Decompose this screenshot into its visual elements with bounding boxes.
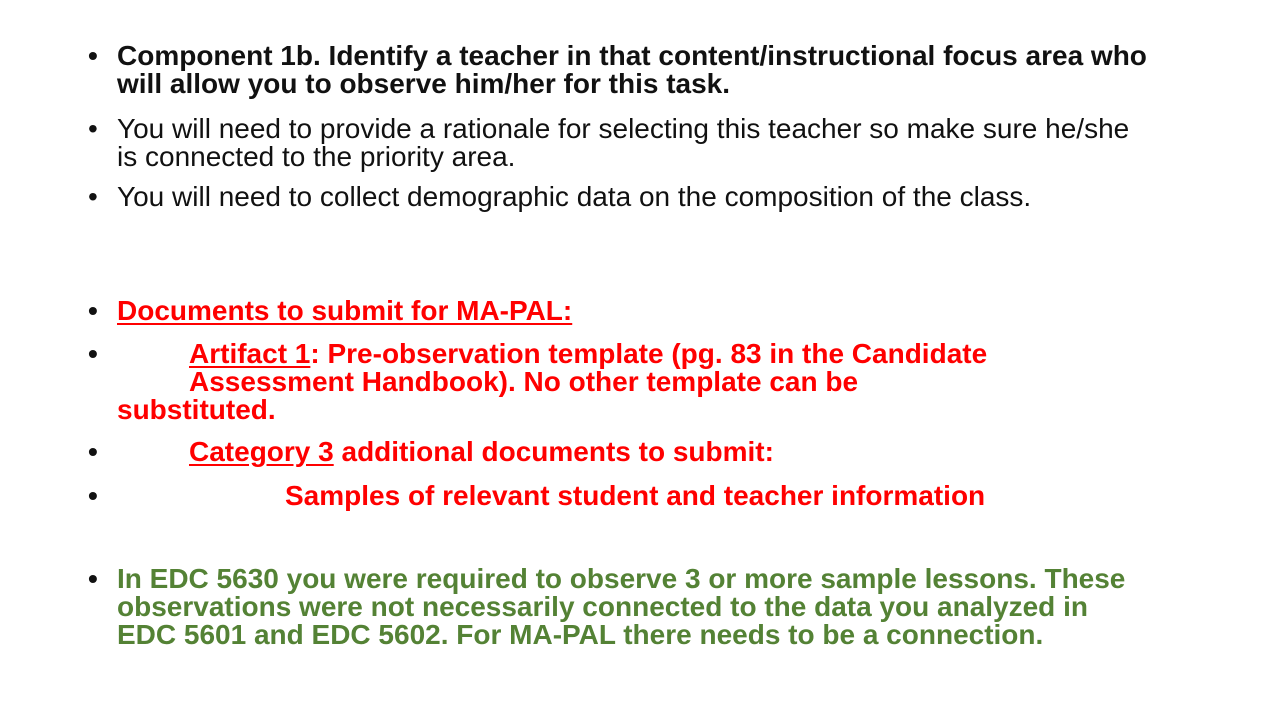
category-3-link: Category 3 xyxy=(189,436,334,467)
bullet-dot: • xyxy=(88,338,98,369)
bullet-dot: • xyxy=(88,436,98,467)
artifact-1-link: Artifact 1 xyxy=(189,338,311,369)
bullet-dot: • xyxy=(88,40,98,71)
category-3-text xyxy=(117,438,1219,466)
documents-heading-text: Documents to submit for MA-PAL: xyxy=(117,295,573,326)
samples-text: Samples of relevant student and teacher information xyxy=(285,480,986,511)
demographic-text: You will need to collect demographic data on the composition of the class. xyxy=(117,181,1032,212)
artifact-1-line1: : Pre-observation template (pg. 83 in the Candidate xyxy=(310,338,988,369)
bullet-dot: • xyxy=(88,480,98,511)
artifact-1-line3: substituted. xyxy=(117,394,276,425)
category-3-rest: additional documents to submit: xyxy=(333,436,774,467)
artifact-1-line2: Assessment Handbook). No other template can be xyxy=(189,366,859,397)
edc-5630-text: In EDC 5630 you were required to observe 3 or more sample lessons. These observations were not necessarily connected to the data you analyzed in EDC 5601 and EDC 5602. For MA-PAL there needs to be a connection. xyxy=(117,563,1126,650)
bullet-dot: • xyxy=(88,563,98,594)
bullet-dot: • xyxy=(88,295,98,326)
bullet-dot: • xyxy=(88,181,98,212)
artifact-1-text xyxy=(117,340,1147,424)
bullet-dot: • xyxy=(88,113,98,144)
rationale-text: You will need to provide a rationale for selecting this teacher so make sure he/she is connected to the priority area. xyxy=(117,113,1130,172)
component-1b-text: Component 1b. Identify a teacher in that content/instructional focus area who will allow you to observe him/her for this task. xyxy=(117,40,1147,99)
